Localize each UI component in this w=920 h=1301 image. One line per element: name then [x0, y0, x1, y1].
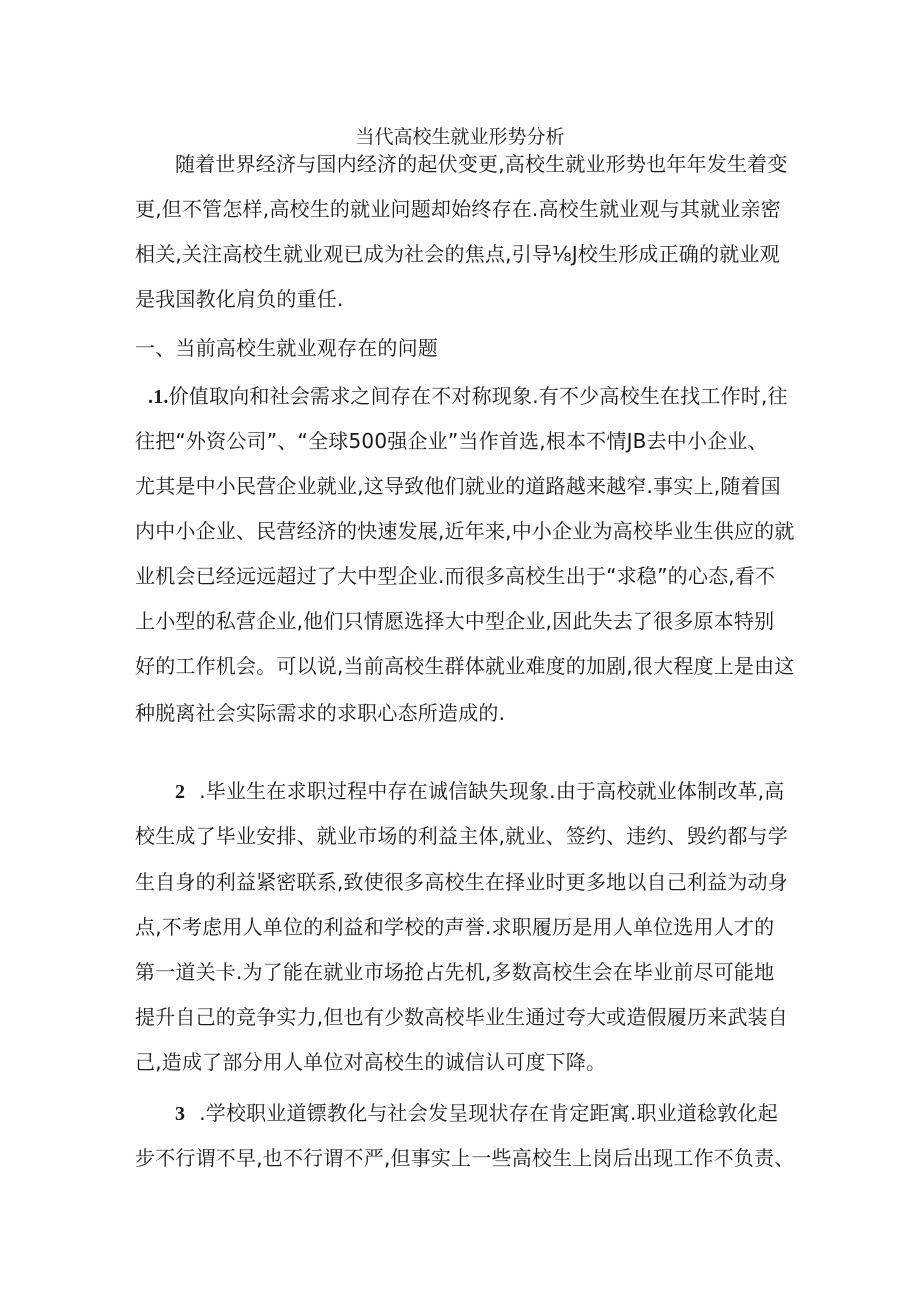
- point2-line: 第一道关卡.为了能在就业市场抢占先机,多数高校生会在毕业前尽可能地: [135, 960, 775, 984]
- point2-line: 2 .毕业生在求职过程中存在诚信缺失现象.由于高校就业体制改革,高: [175, 779, 785, 803]
- point2-line: 生自身的利益紧密联系,致使很多高校生在择业时更多地以自己利益为动身: [135, 870, 788, 894]
- point2-line: 提升自己的竞争实力,但也有少数高校毕业生通过夸大或造假履历来武装自: [135, 1005, 788, 1029]
- point2-line: 己,造成了部分用人单位对高校生的诚信认可度下降。: [135, 1050, 607, 1074]
- intro-line: 相关,关注高校生就业观已成为社会的焦点,引导⅛J校生形成正确的就业观: [135, 242, 780, 266]
- intro-line: 更,但不管怎样,高校生的就业问题却始终存在.高校生就业观与其就业亲密: [135, 197, 781, 221]
- point1-line: 种脱离社会实际需求的求职心态所造成的.: [135, 701, 506, 725]
- point1-line: 好的工作机会。可以说,当前高校生群体就业难度的加剧,很大程度上是由这: [135, 654, 795, 678]
- point1-line: 往把“外资公司”、“全球500强企业”当作首选,根本不情JB去中小企业、: [135, 429, 768, 453]
- document-title: 当代高校生就业形势分析: [355, 126, 565, 148]
- point2-line: 校生成了毕业安排、就业市场的利益主体,就业、签约、违约、毁约都与学: [135, 824, 788, 848]
- point1-line: 尤其是中小民营企业就业,这导致他们就业的道路越来越窄.事实上,随着国: [135, 474, 781, 498]
- point3-line: 步不行谓不早,也不行谓不严,但事实上一些高校生上岗后出现工作不负责、: [135, 1146, 795, 1170]
- point2-number: 2: [175, 781, 186, 803]
- section-heading: 一、当前高校生就业观存在的问题: [135, 336, 438, 360]
- point1-line: 内中小企业、民营经济的快速发展,近年来,中小企业为高校毕业生供应的就: [135, 519, 795, 543]
- point1-line: .1.价值取向和社会需求之间存在不对称现象.有不少高校生在找工作时,往: [148, 384, 788, 408]
- intro-line: 是我国教化肩负的重任.: [135, 287, 344, 311]
- point3-line: 3 .学校职业道镖教化与社会发呈现状存在肯定距寓.职业道稔敦化起: [175, 1101, 778, 1125]
- point1-line: 业机会已经远远超过了大中型企业.而很多高校生出于“求稳”的心态,看不: [135, 564, 776, 588]
- intro-line: 随着世界经济与国内经济的起伏变更,高校生就业形势也年年发生着变: [175, 152, 788, 176]
- point1-line: 上小型的私营企业,他们只情愿选择大中型企业,因此失去了很多原本特别: [135, 609, 775, 633]
- point2-line: 点,不考虑用人单位的利益和学校的声誉.求职履历是用人单位选用人才的: [135, 915, 775, 939]
- point1-number: .1.: [148, 386, 169, 408]
- point3-number: 3: [175, 1103, 186, 1125]
